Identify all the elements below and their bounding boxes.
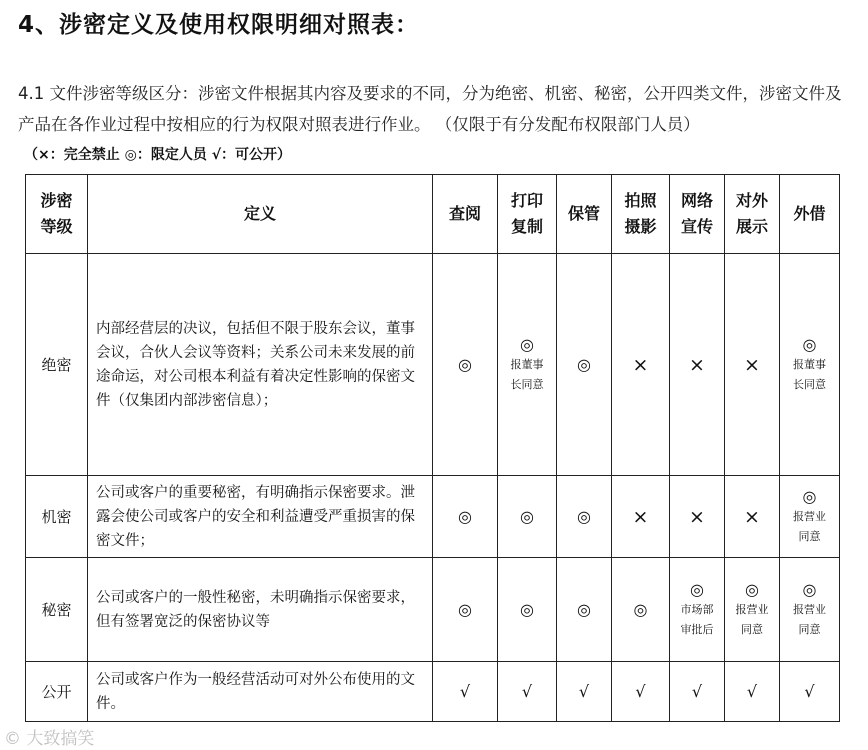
definition-cell: 公司或客户作为一般经营活动可对外公布使用的文件。 [88,662,433,722]
table-row [26,476,840,558]
keep-cell [557,558,612,662]
symbol: ◎ [520,599,534,619]
symbol: × [632,353,649,376]
display-cell [725,254,780,476]
symbol: × [744,353,760,376]
symbol: √ [635,681,646,701]
symbol: ◎ [458,599,472,619]
print-cell [498,662,557,722]
cell-note: 报营业 同意 [735,602,769,636]
symbol: √ [804,681,815,701]
print-cell [498,558,557,662]
symbol: √ [459,681,471,701]
online-cell [670,558,725,662]
symbol: × [632,505,649,528]
cell-note: 市场部 审批后 [680,602,714,636]
print-cell [498,254,557,476]
watermark: © 大致搞笑 [4,729,95,749]
read-cell [433,254,498,476]
symbol: ◎ [802,486,817,506]
symbol-legend: （×：完全禁止 ◎：限定人员 √：可公开） [24,147,292,163]
table-row [26,254,840,476]
symbol: × [689,505,705,528]
photo-cell [612,254,670,476]
symbol: ◎ [520,506,534,526]
photo-cell [612,558,670,662]
definition-cell: 内部经营层的决议，包括但不限于股东会议，董事会议，合伙人会议等资料；关系公司未来发展的前途命运，对公司根本利益有着决定性影响的保密文件（仅集团内部涉密信息）； [88,254,433,476]
symbol: ◎ [690,579,704,599]
lend-cell [780,662,840,722]
display-cell [725,558,780,662]
symbol: √ [578,681,590,701]
table-row [26,558,840,662]
cell-note: 报董事 长同意 [510,357,544,391]
header-print: 打印 复制 [498,175,557,254]
symbol: × [689,353,705,376]
keep-cell [557,254,612,476]
read-cell [433,558,498,662]
symbol: √ [746,681,758,701]
online-cell [670,254,725,476]
symbol: ◎ [458,506,472,526]
intro-paragraph: 4.1 文件涉密等级区分：涉密文件根据其内容及要求的不同，分为绝密、机密、秘密，公开四类文件，涉密文件及产品在各作业过程中按相应的行为权限对照表进行作业。 （仅限于有分发配布权限部门人员） [18,84,842,134]
header-read: 查阅 [433,175,498,254]
symbol: × [744,505,760,528]
online-cell [670,476,725,558]
level-cell: 机密 [26,476,88,558]
level-cell: 秘密 [26,558,88,662]
cell-note: 报营业 同意 [793,509,826,543]
cell-note: 报营业 同意 [793,602,826,636]
header-online: 网络 宣传 [670,175,725,254]
header-row [26,175,840,254]
display-cell [725,662,780,722]
definition-cell: 公司或客户的一般性秘密，未明确指示保密要求，但有签署宽泛的保密协议等 [88,558,433,662]
header-photo: 拍照 摄影 [612,175,670,254]
display-cell [725,476,780,558]
symbol: ◎ [745,579,759,599]
symbol: ◎ [577,354,591,374]
permission-table [25,174,840,722]
lend-cell [780,476,840,558]
keep-cell [557,662,612,722]
header-lend: 外借 [780,175,840,254]
lend-cell [780,254,840,476]
definition-cell: 公司或客户的重要秘密，有明确指示保密要求。泄露会使公司或客户的安全和利益遭受严重损害的保密文件； [88,476,433,558]
cell-note: 报董事 长同意 [793,357,826,391]
photo-cell [612,662,670,722]
level-cell: 公开 [26,662,88,722]
print-cell [498,476,557,558]
level-cell: 绝密 [26,254,88,476]
symbol: ◎ [802,334,817,354]
table-row [26,662,840,722]
keep-cell [557,476,612,558]
symbol: ◎ [458,354,472,374]
symbol: ◎ [577,599,591,619]
header-display: 对外 展示 [725,175,780,254]
read-cell [433,476,498,558]
photo-cell [612,476,670,558]
header-definition: 定义 [88,175,433,254]
online-cell [670,662,725,722]
header-level: 涉密 等级 [26,175,88,254]
symbol: √ [691,681,703,701]
symbol: ◎ [802,579,817,599]
header-keep: 保管 [557,175,612,254]
symbol: ◎ [520,334,534,354]
section-heading: 4、涉密定义及使用权限明细对照表： [18,12,420,38]
read-cell [433,662,498,722]
symbol: √ [521,681,533,701]
lend-cell [780,558,840,662]
symbol: ◎ [577,506,591,526]
symbol: ◎ [633,599,648,619]
